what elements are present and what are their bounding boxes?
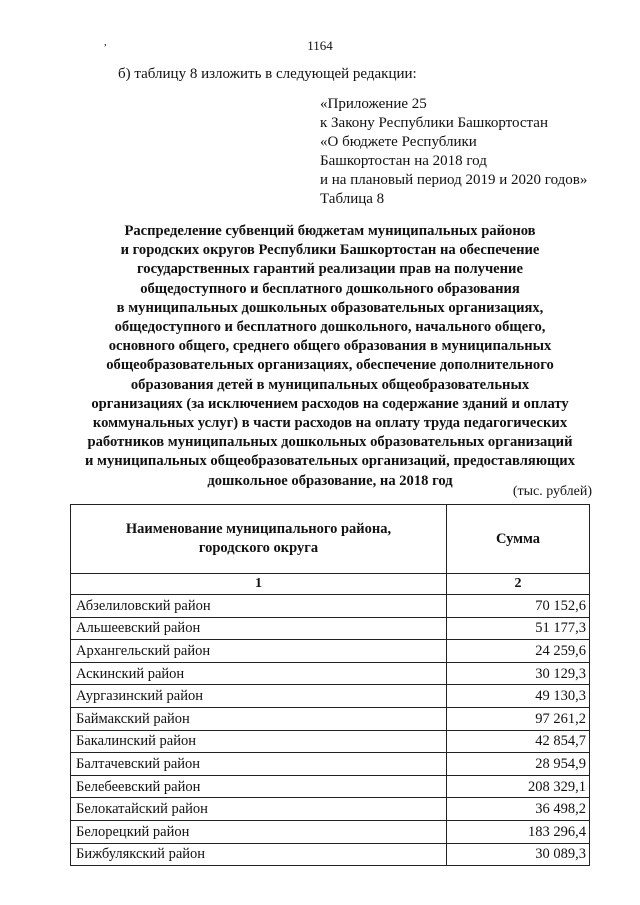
table-title xyxy=(60,222,600,491)
title-line: дошкольное образование, на 2018 год xyxy=(207,472,453,489)
table-header-row xyxy=(71,505,590,574)
title-line: Распределение субвенций бюджетам муниципальных районов xyxy=(124,223,536,239)
annex-line: Башкортостан на 2018 год xyxy=(320,153,487,169)
district-name: Аскинский район xyxy=(71,662,447,685)
header-name xyxy=(71,505,447,574)
district-name: Баймакский район xyxy=(71,707,447,730)
annex-line: «О бюджете Республики xyxy=(320,134,477,150)
district-name: Балтачевский район xyxy=(71,753,447,776)
amount: 97 261,2 xyxy=(447,707,590,730)
district-name: Бакалинский район xyxy=(71,730,447,753)
district-name: Белебеевский район xyxy=(71,775,447,798)
title-line: и муниципальных общеобразовательных организаций, предоставляющих xyxy=(84,453,576,470)
district-name: Аургазинский район xyxy=(71,685,447,708)
district-name: Белорецкий район xyxy=(71,820,447,843)
title-line: общеобразовательных организациях, обеспечение дополнительного xyxy=(106,357,554,374)
table-row xyxy=(71,707,590,730)
header-sum: Сумма xyxy=(447,505,590,574)
district-name: Абзелиловский район xyxy=(71,595,447,618)
table-row xyxy=(71,662,590,685)
column-number-row xyxy=(71,574,590,595)
units-label: (тыс. рублей) xyxy=(512,484,592,499)
amount: 42 854,7 xyxy=(447,730,590,753)
amount: 30 089,3 xyxy=(447,843,590,866)
title-line: государственных гарантий реализации прав на получение xyxy=(137,261,523,278)
district-name: Архангельский район xyxy=(71,640,447,663)
title-line: общедоступного и бесплатного дошкольного, начального общего, xyxy=(114,319,546,336)
title-line: организациях (за исключением расходов на содержание зданий и оплату xyxy=(91,395,569,412)
annex-line: Таблица 8 xyxy=(320,191,385,207)
amount: 36 498,2 xyxy=(447,798,590,821)
table-row xyxy=(71,617,590,640)
column-number-2: 2 xyxy=(447,574,590,595)
district-name: Бижбулякский район xyxy=(71,843,447,866)
amount: 24 259,6 xyxy=(447,640,590,663)
annex-line: и на плановый период 2019 и 2020 годов» xyxy=(320,172,588,188)
page-number: 1164 xyxy=(307,38,333,53)
column-number-1: 1 xyxy=(71,574,447,595)
annex-line: к Закону Республики Башкортостан xyxy=(320,115,548,131)
subsidy-table xyxy=(70,504,590,866)
title-line: образования детей в муниципальных общеобразовательных xyxy=(130,376,530,393)
title-line: основного общего, среднего общего образования в муниципальных xyxy=(108,338,552,355)
table-row xyxy=(71,798,590,821)
annex-line: «Приложение 25 xyxy=(320,96,427,112)
table-row xyxy=(71,753,590,776)
district-name: Белокатайский район xyxy=(71,798,447,821)
header-name-line2: городского округа xyxy=(198,540,319,556)
table-row xyxy=(71,775,590,798)
table-row xyxy=(71,640,590,663)
intro-text: б) таблицу 8 изложить в следующей редакции: xyxy=(118,66,417,82)
table-row xyxy=(71,685,590,708)
header-name-line1: Наименование муниципального района, xyxy=(125,521,392,537)
table-row xyxy=(71,820,590,843)
amount: 49 130,3 xyxy=(447,685,590,708)
amount: 30 129,3 xyxy=(447,662,590,685)
amount: 208 329,1 xyxy=(447,775,590,798)
amount: 51 177,3 xyxy=(447,617,590,640)
amount: 183 296,4 xyxy=(447,820,590,843)
amount: 28 954,9 xyxy=(447,753,590,776)
table-row xyxy=(71,843,590,866)
title-line: работников муниципальных дошкольных образовательных организаций xyxy=(87,434,573,451)
district-name: Альшеевский район xyxy=(71,617,447,640)
title-line: общедоступного и бесплатного дошкольного образования xyxy=(140,280,520,297)
title-line: в муниципальных дошкольных образовательных организациях, xyxy=(116,299,544,316)
amount: 70 152,6 xyxy=(447,595,590,618)
margin-mark: , xyxy=(104,36,107,48)
annex-block xyxy=(320,95,587,209)
title-line: коммунальных услуг) в части расходов на оплату труда педагогических xyxy=(92,415,568,432)
table-row xyxy=(71,595,590,618)
table-row xyxy=(71,730,590,753)
title-line: и городских округов Республики Башкортостан на обеспечение xyxy=(120,242,540,259)
